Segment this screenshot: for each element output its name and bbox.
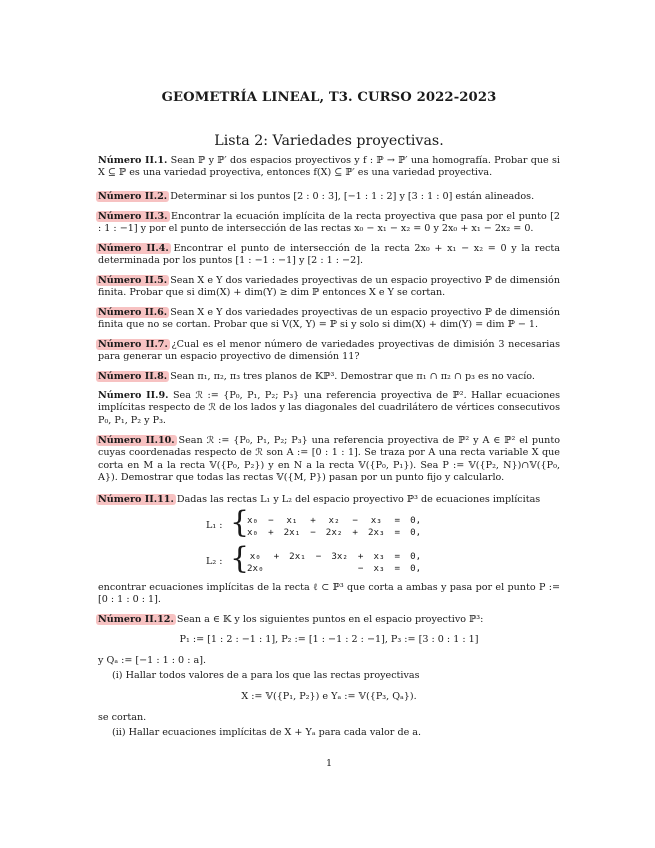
term: x₀ (247, 527, 259, 539)
problem-text: Determinar si los puntos [2 : 0 : 3], [−1 : 1 : 2] y [3 : 1 : 0] están alineados. (170, 191, 535, 202)
term: 2x₃ (367, 527, 385, 539)
problem-number: Número II.2. (98, 191, 168, 202)
operator: + (268, 527, 274, 539)
equals: = (394, 527, 401, 539)
problem-number: Número II.3. (98, 211, 168, 222)
lines-equation: X := 𝕍({P₁, P₂}) e Yₐ := 𝕍({P₃, Qₐ}). (241, 691, 417, 702)
problem-text: Sean X e Y dos variedades proyectivas de un espacio proyectivo ℙ de dimensión finita que no se cortan. Probar que si V(X, Y) = ℙ si y solo si dim(X) + dim(Y) = dim ℙ − 1. (98, 307, 560, 331)
problem-ii-12 (98, 614, 560, 626)
problem-ii-6 (98, 307, 560, 332)
equals: = (394, 514, 401, 526)
problem-ii-10 (98, 435, 560, 485)
problem-number: Número II.12. (98, 614, 174, 625)
equals: = (394, 563, 401, 575)
problem-text: Dadas las rectas L₁ y L₂ del espacio proyectivo ℙ³ de ecuaciones implícitas (176, 494, 541, 505)
term: 2x₂ (325, 527, 343, 539)
problem-ii-7 (98, 339, 560, 364)
document-title: GEOMETRÍA LINEAL, T3. CURSO 2022-2023 (161, 90, 497, 105)
equals: = (394, 550, 401, 562)
problem-ii-11-continuation: encontrar ecuaciones implícitas de la recta ℓ ⊂ ℙ³ que corta a ambas y pasa por el punto P := [0 : 1 : 0 : 1]. (98, 582, 560, 606)
operator (311, 563, 327, 576)
system-l2 (206, 541, 466, 578)
problem-ii-11 (98, 494, 560, 506)
operator: − (352, 514, 358, 526)
term: 2x₀ (247, 563, 264, 575)
left-brace-icon: { (230, 505, 250, 540)
qa-definition: y Qₐ := [−1 : 1 : 0 : a]. (98, 655, 207, 666)
term: x₃ (370, 514, 382, 526)
operator: − (268, 514, 274, 526)
left-brace-icon: { (230, 541, 250, 576)
problem-ii-5 (98, 275, 560, 300)
part-i: (i) Hallar todos valores de a para los que las rectas proyectivas (112, 670, 420, 681)
rhs: 0, (410, 527, 422, 539)
problem-number: Número II.9. (98, 390, 169, 401)
problem-number: Número II.6. (98, 307, 168, 318)
problem-ii-4 (98, 243, 560, 268)
term: 3x₂ (331, 550, 348, 562)
problem-ii-3 (98, 211, 560, 236)
operator: + (357, 550, 364, 562)
term: 2x₁ (289, 550, 306, 562)
rhs: 0, (410, 514, 422, 526)
problem-text: Sean a ∈ 𝕂 y los siguientes puntos en el espacio proyectivo ℙ³: (176, 614, 484, 625)
operator: + (273, 550, 280, 562)
operator: + (352, 527, 358, 539)
term: x₃ (373, 563, 385, 575)
operator: − (310, 527, 316, 539)
problem-number: Número II.7. (98, 339, 168, 350)
problem-text: Sea ℛ := {P₀, P₁, P₂; P₃} una referencia proyectiva de ℙ². Hallar ecuaciones implícitas respecto de ℛ de los lados y las diagonales del cuadrilátero de vértices consecutivos P₀, P₁, P₂ y P₃. (98, 390, 560, 426)
rhs: 0, (410, 563, 422, 575)
document-subtitle: Lista 2: Variedades proyectivas. (214, 133, 444, 149)
problem-ii-8 (98, 371, 560, 383)
problem-text: Sean π₁, π₂, π₃ tres planos de 𝕂ℙ³. Demostrar que π₁ ∩ π₂ ∩ p₃ es no vacío. (170, 371, 535, 382)
operator: − (357, 563, 364, 575)
term: x₂ (328, 514, 340, 526)
system-table (242, 514, 426, 539)
system-label: L₁ : (206, 520, 223, 531)
system-label: L₂ : (206, 556, 223, 567)
problem-ii-2 (98, 191, 560, 203)
term: x₃ (373, 550, 385, 562)
problem-ii-1 (98, 155, 560, 180)
problem-text: Encontrar el punto de intersección de la recta 2x₀ + x₁ − x₂ = 0 y la recta determinada por los puntos [1 : −1 : −1] y [2 : 1 : −2]. (98, 243, 560, 267)
term: x₀ (249, 550, 261, 562)
problem-ii-9 (98, 390, 560, 427)
problem-text: Sean ℙ y ℙ′ dos espacios proyectivos y f : ℙ → ℙ′ una homografía. Probar que si X ⊆ ℙ es una variedad proyectiva, entonces f(X) ⊆ ℙ′ es una variedad proyectiva. (98, 155, 561, 179)
problem-text: Sean ℛ := {P₀, P₁, P₂; P₃} una referencia proyectiva de ℙ² y A ∈ ℙ² el punto cuyas coordenadas respecto de ℛ son A := [0 : 1 : 1]. Se traza por A una recta variable X que corta en M a la recta 𝕍({P₀, P₂}) y en N a la recta 𝕍({P₀, P₁}). Sea P := 𝕍({P₂, N})∩𝕍({P₀, A}). Demostrar que todas las rectas 𝕍({M, P}) pasan por un punto fijo y calcularlo. (98, 435, 560, 484)
rhs: 0, (410, 550, 422, 562)
part-ii: (ii) Hallar ecuaciones implícitas de X + Yₐ para cada valor de a. (112, 727, 422, 738)
equation-row (242, 550, 426, 563)
system-l1 (206, 505, 466, 542)
term (326, 563, 353, 576)
operator (269, 563, 285, 576)
cut-text: se cortan. (98, 712, 147, 723)
term: 2x₁ (283, 527, 301, 539)
problem-number: Número II.1. (98, 155, 168, 166)
page-number: 1 (325, 758, 333, 769)
term: x₀ (247, 514, 259, 526)
operator: − (315, 550, 322, 562)
problem-number: Número II.5. (98, 275, 168, 286)
term (284, 563, 311, 576)
problem-text: ¿Cual es el menor número de variedades proyectivas de dimisión 3 necesarias para generar un espacio proyectivo de dimensión 11? (98, 339, 560, 363)
operator: + (310, 514, 316, 526)
system-table (242, 550, 426, 575)
problem-number: Número II.11. (98, 494, 174, 505)
equation-row (242, 563, 426, 576)
equation-row (242, 514, 426, 527)
problem-number: Número II.8. (98, 371, 168, 382)
problem-text: Sean X e Y dos variedades proyectivas de un espacio proyectivo ℙ de dimensión finita. Probar que si dim(X) + dim(Y) ≥ dim ℙ entonces X e Y se cortan. (98, 275, 560, 299)
problem-number: Número II.4. (98, 243, 169, 254)
term: x₁ (286, 514, 298, 526)
problem-number: Número II.10. (98, 435, 175, 446)
problem-text: Encontrar la ecuación implícita de la recta proyectiva que pasa por el punto [2 : 1 : −1] y por el punto de intersección de las rectas x₀ − x₁ − x₂ = 0 y 2x₀ + x₁ − 2x₂ = 0. (98, 211, 561, 235)
points-equation: P₁ := [1 : 2 : −1 : 1], P₂ := [1 : −1 : 2 : −1], P₃ := [3 : 0 : 1 : 1] (179, 634, 479, 645)
equation-row (242, 527, 426, 540)
